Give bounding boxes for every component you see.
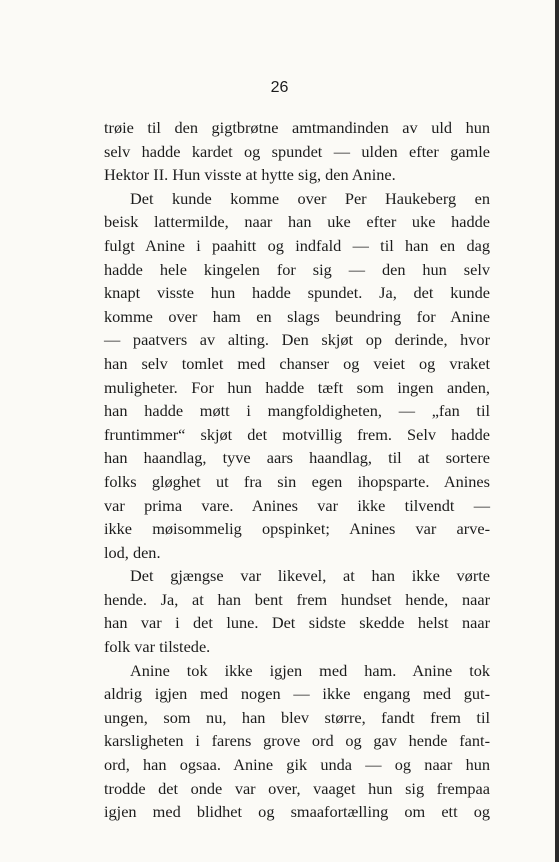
text-line: lod, den. <box>104 542 161 562</box>
text-line: hende. Ja, at han bent frem hundset hende, naar <box>104 589 490 609</box>
text-line: han var i det lune. Det sidste skedde helst naar <box>104 613 490 633</box>
text-line: Det gjængse var likevel, at han ikke vørte <box>130 566 490 586</box>
text-line: knapt visste hun hadde spundet. Ja, det kunde <box>104 283 490 303</box>
text-line: han selv tomlet med chanser og veiet og vraket <box>104 353 490 373</box>
text-line: Anine tok ikke igjen med ham. Anine tok <box>130 660 490 680</box>
text-line: fulgt Anine i paahitt og indfald — til han en dag <box>104 235 490 255</box>
text-line: han hadde møtt i mangfoldigheten, — „fan til <box>104 401 490 421</box>
text-line: folk var tilstede. <box>104 637 211 657</box>
page-number: 26 <box>270 79 289 96</box>
text-line: muligheter. For hun hadde tæft som ingen anden, <box>104 377 490 397</box>
text-line: ikke møisommelig opspinket; Anines var arve- <box>104 519 490 539</box>
text-line: Det kunde komme over Per Haukeberg en <box>130 188 490 208</box>
text-line: ungen, som nu, han blev større, fandt frem til <box>104 707 490 727</box>
page-edge <box>555 0 559 862</box>
text-line: komme over ham en slags beundring for Anine <box>104 306 490 326</box>
text-line: trøie til den gigtbrøtne amtmandinden av uld hun <box>104 118 490 137</box>
text-line: Hektor II. Hun visste at hytte sig, den Anine. <box>104 165 396 185</box>
text-line: — paatvers av alting. Den skjøt op derinde, hvor <box>104 330 490 350</box>
text-line: beisk lattermilde, naar han uke efter uke hadde <box>104 212 490 232</box>
text-line: trodde det onde var over, vaaget hun sig frempaa <box>104 778 490 798</box>
text-line: igjen med blidhet og smaafortælling om ett og <box>104 802 490 822</box>
text-line: hadde hele kingelen for sig — den hun selv <box>104 259 490 279</box>
text-line: fruntimmer“ skjøt det motvillig frem. Selv hadde <box>104 424 490 444</box>
text-line: var prima vare. Anines var ikke tilvendt — <box>104 495 490 515</box>
text-line: folks gløghet ut fra sin egen ihopsparte. Anines <box>104 471 490 491</box>
text-line: selv hadde kardet og spundet — ulden efter gamle <box>104 141 490 161</box>
text-line: ord, han ogsaa. Anine gik unda — og naar hun <box>104 755 490 775</box>
text-line: han haandlag, tyve aars haandlag, til at sortere <box>104 448 490 468</box>
text-line: karsligheten i farens grove ord og gav hende fant- <box>104 731 490 751</box>
text-line: aldrig igjen med nogen — ikke engang med gut- <box>104 684 490 704</box>
body-text <box>104 116 490 824</box>
